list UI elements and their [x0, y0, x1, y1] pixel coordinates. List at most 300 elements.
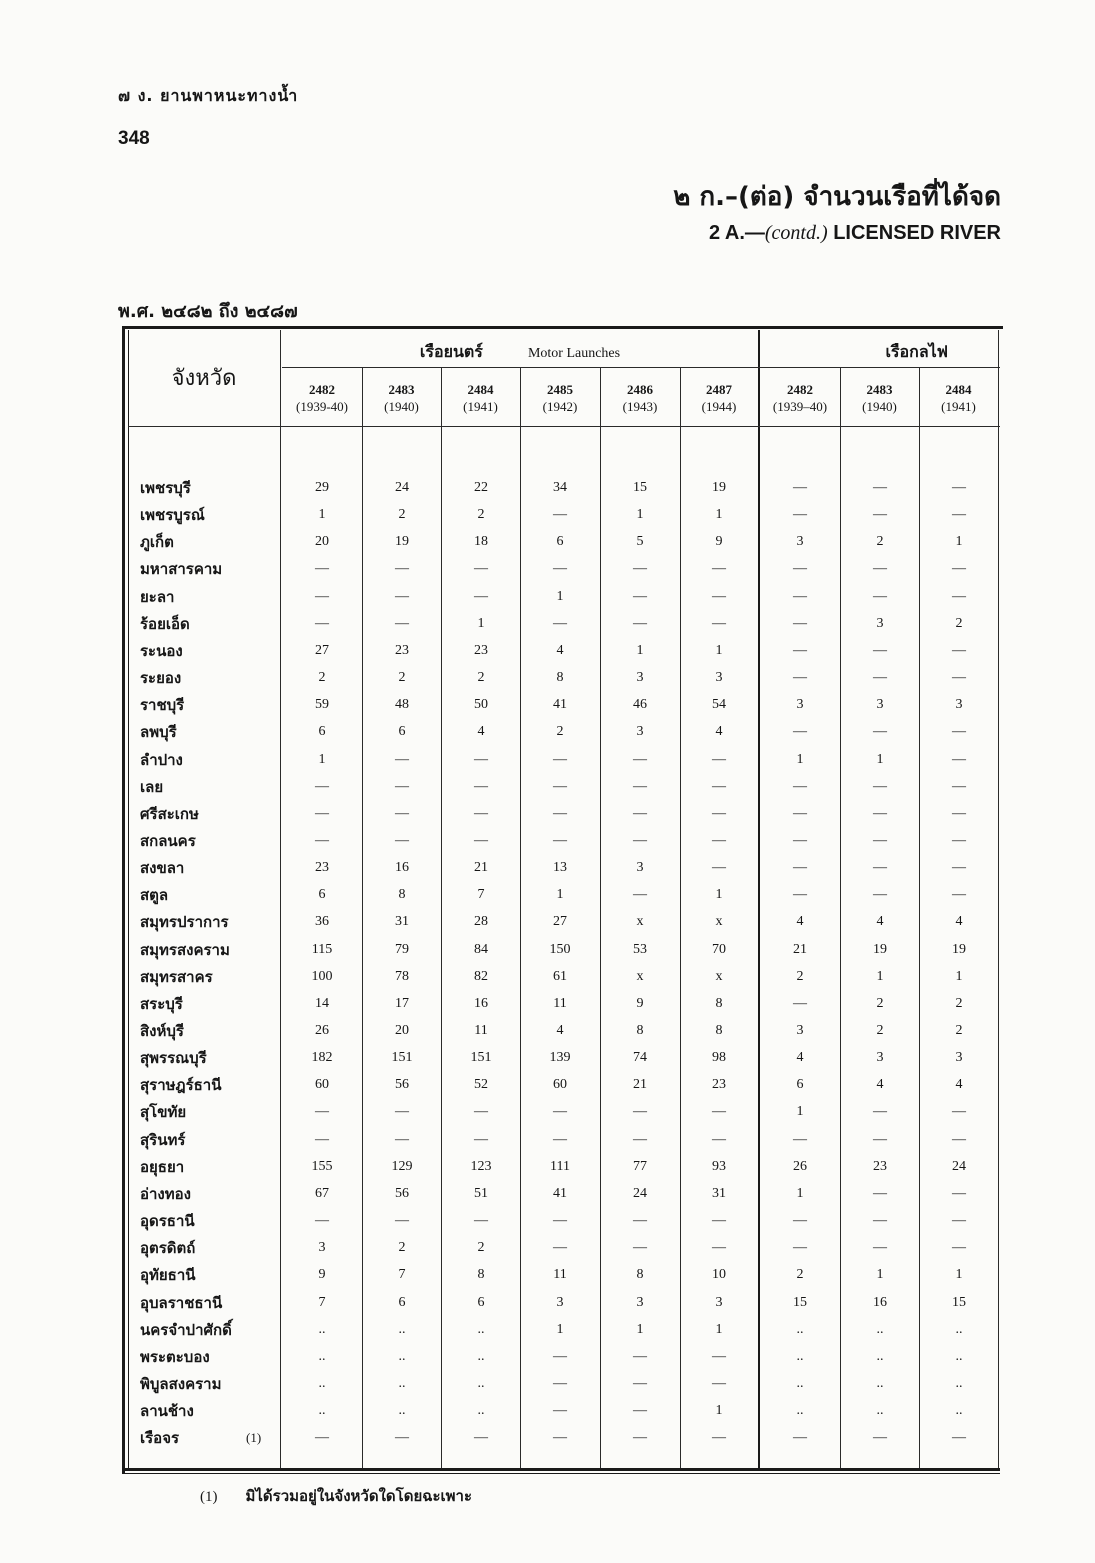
- table-bottom-rule-thin: [122, 1473, 1000, 1474]
- table-cell: —: [633, 806, 647, 821]
- group-header-motor-launches: [282, 340, 758, 365]
- group-separator-rule: [758, 330, 760, 1468]
- table-cell: —: [873, 1186, 887, 1201]
- table-cell: —: [633, 1403, 647, 1418]
- province-name: อุบลราชธานี: [140, 1294, 223, 1312]
- table-cell: 21: [793, 942, 807, 957]
- table-cell: 2: [796, 1267, 804, 1282]
- table-cell: 3: [636, 860, 644, 875]
- table-cell: —: [474, 833, 488, 848]
- table-cell: —: [553, 1430, 567, 1445]
- table-title-english: [709, 222, 1001, 245]
- table-cell: 1: [636, 1322, 644, 1337]
- table-cell: —: [793, 833, 807, 848]
- column-year-span: (1943): [622, 399, 658, 414]
- column-year-span: (1941): [463, 399, 498, 414]
- province-name: สมุทรปราการ: [140, 913, 229, 931]
- title-en-suffix: LICENSED RIVER: [827, 222, 1001, 244]
- column-rule: [280, 330, 281, 1468]
- table-cell: —: [873, 779, 887, 794]
- table-cell: 17: [395, 996, 409, 1011]
- table-cell: 3: [715, 670, 723, 685]
- column-year-span: (1940): [862, 399, 897, 414]
- table-cell: —: [474, 752, 488, 767]
- table-left-inner-rule: [128, 330, 129, 1468]
- table-cell: —: [633, 833, 647, 848]
- province-name: สระบุรี: [140, 995, 183, 1013]
- province-name: ยะลา: [140, 588, 175, 606]
- table-cell: —: [793, 561, 807, 576]
- table-cell: 3: [556, 1295, 564, 1310]
- table-cell: 48: [395, 697, 409, 712]
- table-cell: —: [793, 616, 807, 631]
- province-name: สมุทรสงคราม: [140, 941, 230, 959]
- column-rule: [600, 368, 601, 1468]
- table-cell: x: [715, 969, 723, 984]
- table-cell: —: [553, 561, 567, 576]
- table-cell: —: [793, 887, 807, 902]
- table-cell: 41: [553, 697, 567, 712]
- province-name: สิงห์บุรี: [140, 1022, 184, 1040]
- table-cell: ..: [955, 1376, 963, 1391]
- table-cell: —: [793, 996, 807, 1011]
- table-cell: —: [474, 1213, 488, 1228]
- table-cell: —: [712, 561, 726, 576]
- table-cell: —: [395, 1213, 409, 1228]
- table-cell: —: [474, 1132, 488, 1147]
- table-cell: —: [712, 1213, 726, 1228]
- column-year: 2486: [627, 382, 653, 397]
- table-cell: —: [952, 670, 966, 685]
- table-cell: ..: [876, 1322, 884, 1337]
- table-cell: —: [873, 643, 887, 658]
- table-cell: 3: [796, 697, 804, 712]
- column-year: 2483: [388, 382, 415, 397]
- column-year-span: (1939-40): [296, 399, 348, 414]
- province-name: สตูล: [140, 886, 169, 904]
- province-name: เรือจร: [140, 1429, 180, 1447]
- table-cell: 23: [873, 1159, 887, 1174]
- column-year-span: (1939–40): [772, 399, 828, 414]
- table-cell: —: [793, 643, 807, 658]
- table-cell: —: [712, 1132, 726, 1147]
- column-year: 2487: [706, 382, 732, 397]
- table-cell: ..: [318, 1403, 326, 1418]
- table-cell: 1: [715, 507, 723, 522]
- table-cell: 16: [873, 1295, 887, 1310]
- title-en-prefix: 2 A.—: [708, 222, 765, 244]
- column-rule: [840, 368, 841, 1468]
- table-cell: x: [636, 914, 644, 929]
- table-cell: 123: [470, 1159, 492, 1174]
- table-cell: —: [315, 616, 329, 631]
- table-cell: 115: [311, 942, 333, 957]
- province-name: อยุธยา: [140, 1158, 185, 1176]
- column-header-year: [282, 381, 362, 415]
- table-cell: ..: [318, 1349, 326, 1364]
- table-cell: —: [712, 806, 726, 821]
- table-cell: 15: [633, 480, 647, 495]
- table-cell: —: [952, 561, 966, 576]
- province-name: ร้อยเอ็ด: [140, 615, 190, 633]
- table-cell: —: [395, 1104, 409, 1119]
- table-cell: —: [315, 1213, 329, 1228]
- table-cell: 9: [636, 996, 644, 1011]
- table-cell: 8: [715, 1023, 723, 1038]
- province-name: สุรินทร์: [140, 1131, 186, 1149]
- column-year: 2483: [866, 382, 893, 397]
- table-cell: —: [952, 724, 966, 739]
- table-cell: —: [633, 887, 647, 902]
- table-cell: ..: [398, 1376, 406, 1391]
- table-cell: 78: [395, 969, 409, 984]
- table-cell: —: [395, 1132, 409, 1147]
- table-cell: —: [952, 752, 966, 767]
- province-name: สงขลา: [140, 859, 185, 877]
- column-year: 2482: [787, 382, 813, 397]
- province-name: ศรีสะเกษ: [140, 805, 199, 823]
- table-cell: ..: [796, 1403, 804, 1418]
- table-cell: —: [712, 860, 726, 875]
- table-cell: ..: [876, 1349, 884, 1364]
- table-cell: 1: [318, 752, 326, 767]
- table-cell: —: [952, 507, 966, 522]
- table-cell: 2: [876, 996, 884, 1011]
- table-cell: 70: [712, 942, 726, 957]
- table-cell: —: [712, 1240, 726, 1255]
- column-rule: [520, 368, 521, 1468]
- table-cell: —: [873, 1213, 887, 1228]
- table-cell: 19: [395, 534, 409, 549]
- table-cell: —: [793, 480, 807, 495]
- table-cell: —: [873, 1132, 887, 1147]
- table-cell: 8: [398, 887, 406, 902]
- title-en-contd: (contd.): [764, 222, 828, 244]
- table-title-thai: ๒ ก.–(ต่อ) จำนวนเรือที่ได้จด: [673, 182, 1001, 212]
- table-cell: 4: [556, 1023, 564, 1038]
- table-cell: 3: [955, 697, 963, 712]
- table-cell: —: [633, 752, 647, 767]
- table-cell: 23: [474, 643, 488, 658]
- column-year-span: (1941): [941, 399, 976, 414]
- table-cell: —: [633, 1132, 647, 1147]
- table-cell: 4: [477, 724, 485, 739]
- table-cell: 2: [955, 1023, 963, 1038]
- column-year: 2484: [945, 382, 972, 397]
- column-year: 2484: [467, 382, 494, 397]
- table-cell: 60: [315, 1077, 329, 1092]
- table-cell: 7: [318, 1295, 326, 1310]
- table-cell: 2: [398, 1240, 406, 1255]
- table-cell: —: [474, 779, 488, 794]
- column-year: 2485: [547, 382, 573, 397]
- table-cell: ..: [796, 1376, 804, 1391]
- footnote-marker: (1): [200, 1489, 218, 1505]
- table-cell: —: [395, 833, 409, 848]
- column-rule: [362, 368, 363, 1468]
- table-cell: —: [952, 1213, 966, 1228]
- table-cell: 51: [474, 1186, 488, 1201]
- table-cell: —: [395, 561, 409, 576]
- table-cell: —: [712, 752, 726, 767]
- table-cell: 4: [876, 914, 884, 929]
- table-cell: —: [553, 806, 567, 821]
- table-cell: 19: [712, 480, 726, 495]
- table-cell: —: [315, 779, 329, 794]
- table-cell: 7: [398, 1267, 406, 1282]
- column-header-year: [362, 381, 441, 415]
- table-cell: 20: [395, 1023, 409, 1038]
- table-cell: 53: [633, 942, 647, 957]
- column-year-span: (1940): [384, 399, 419, 414]
- column-rule: [441, 368, 442, 1468]
- table-cell: 31: [395, 914, 409, 929]
- table-cell: 41: [553, 1186, 567, 1201]
- province-name: มหาสารคาม: [140, 560, 223, 578]
- table-cell: —: [474, 806, 488, 821]
- table-cell: —: [395, 752, 409, 767]
- table-cell: —: [952, 643, 966, 658]
- table-cell: —: [633, 1104, 647, 1119]
- table-cell: 15: [952, 1295, 966, 1310]
- table-cell: —: [793, 724, 807, 739]
- province-name: ระนอง: [140, 642, 183, 660]
- table-cell: 1: [556, 589, 564, 604]
- table-cell: —: [315, 1430, 329, 1445]
- footnote: [200, 1484, 472, 1508]
- group-motor-english: Motor Launches: [527, 346, 621, 361]
- table-cell: 1: [876, 969, 884, 984]
- table-cell: —: [793, 860, 807, 875]
- table-cell: —: [712, 833, 726, 848]
- table-cell: 93: [712, 1159, 726, 1174]
- province-name: เลย: [140, 778, 164, 796]
- table-cell: 1: [556, 1322, 564, 1337]
- table-cell: 1: [715, 1322, 723, 1337]
- table-cell: 3: [955, 1050, 963, 1065]
- table-cell: 84: [474, 942, 488, 957]
- table-cell: 2: [556, 724, 564, 739]
- table-cell: —: [793, 1213, 807, 1228]
- table-cell: —: [873, 860, 887, 875]
- table-cell: —: [553, 752, 567, 767]
- province-name: ลานช้าง: [140, 1402, 194, 1420]
- column-year-span: (1944): [701, 399, 737, 414]
- table-cell: 1: [955, 534, 963, 549]
- table-cell: ..: [398, 1349, 406, 1364]
- table-cell: —: [474, 1104, 488, 1119]
- table-cell: —: [873, 1104, 887, 1119]
- table-cell: 100: [311, 969, 333, 984]
- table-cell: 3: [796, 1023, 804, 1038]
- table-cell: 3: [876, 1050, 884, 1065]
- column-header-year: [919, 381, 998, 415]
- table-cell: —: [633, 561, 647, 576]
- table-cell: —: [474, 589, 488, 604]
- table-cell: —: [952, 589, 966, 604]
- table-cell: —: [952, 1186, 966, 1201]
- table-bottom-rule: [122, 1468, 1000, 1471]
- table-cell: —: [952, 1240, 966, 1255]
- table-cell: 2: [955, 996, 963, 1011]
- table-cell: —: [553, 1403, 567, 1418]
- table-cell: 8: [477, 1267, 485, 1282]
- province-name: พิบูลสงคราม: [140, 1375, 222, 1393]
- table-cell: ..: [955, 1403, 963, 1418]
- period-label: พ.ศ. ๒๔๘๒ ถึง ๒๔๘๗: [118, 301, 298, 322]
- table-cell: 4: [796, 1050, 804, 1065]
- table-cell: 4: [955, 914, 963, 929]
- header-bottom-rule: [128, 426, 1000, 427]
- table-cell: ..: [955, 1349, 963, 1364]
- table-cell: —: [873, 670, 887, 685]
- running-head: ๗ ง. ยานพาหนะทางน้ำ: [118, 86, 299, 105]
- table-cell: —: [395, 589, 409, 604]
- table-cell: 27: [315, 643, 329, 658]
- table-cell: 10: [712, 1267, 726, 1282]
- table-cell: x: [715, 914, 723, 929]
- table-cell: —: [633, 589, 647, 604]
- table-cell: 54: [712, 697, 726, 712]
- table-cell: 36: [315, 914, 329, 929]
- province-name: นครจำปาศักดิ์: [140, 1321, 232, 1339]
- table-cell: 129: [391, 1159, 413, 1174]
- table-cell: 1: [477, 616, 485, 631]
- table-cell: —: [793, 507, 807, 522]
- table-cell: 79: [395, 942, 409, 957]
- table-cell: ..: [318, 1376, 326, 1391]
- column-header-year: [840, 381, 919, 415]
- table-cell: ..: [876, 1403, 884, 1418]
- table-cell: 2: [477, 507, 485, 522]
- table-cell: 13: [553, 860, 567, 875]
- table-cell: 24: [952, 1159, 966, 1174]
- group-steam-thai: เรือกลไฟ: [885, 342, 948, 361]
- province-name: อุตรดิตถ์: [140, 1239, 196, 1257]
- table-cell: ..: [477, 1403, 485, 1418]
- table-cell: 31: [712, 1186, 726, 1201]
- table-cell: —: [873, 1240, 887, 1255]
- table-cell: —: [633, 616, 647, 631]
- table-cell: 4: [876, 1077, 884, 1092]
- table-cell: —: [474, 561, 488, 576]
- table-cell: —: [315, 833, 329, 848]
- table-cell: —: [395, 779, 409, 794]
- table-cell: 151: [470, 1050, 492, 1065]
- table-cell: 1: [876, 752, 884, 767]
- table-cell: 19: [873, 942, 887, 957]
- table-cell: 11: [474, 1023, 488, 1038]
- table-cell: 1: [636, 643, 644, 658]
- table-cell: —: [553, 507, 567, 522]
- table-cell: ..: [796, 1322, 804, 1337]
- table-cell: —: [712, 616, 726, 631]
- table-cell: ..: [398, 1403, 406, 1418]
- table-cell: 9: [715, 534, 723, 549]
- table-cell: —: [952, 806, 966, 821]
- table-cell: 2: [876, 534, 884, 549]
- table-cell: —: [315, 1132, 329, 1147]
- table-cell: 2: [477, 1240, 485, 1255]
- table-cell: —: [315, 806, 329, 821]
- table-cell: —: [553, 833, 567, 848]
- table-cell: ..: [796, 1349, 804, 1364]
- province-name: อุดรธานี: [140, 1212, 195, 1230]
- province-name: ราชบุรี: [140, 696, 185, 714]
- table-cell: 150: [549, 942, 571, 957]
- table-cell: 82: [474, 969, 488, 984]
- province-name: อ่างทอง: [140, 1185, 191, 1203]
- province-name: สุโขทัย: [140, 1103, 187, 1121]
- table-cell: 21: [474, 860, 488, 875]
- table-cell: 3: [876, 616, 884, 631]
- table-cell: ..: [318, 1322, 326, 1337]
- table-cell: 1: [955, 969, 963, 984]
- table-cell: —: [793, 670, 807, 685]
- table-cell: ..: [876, 1376, 884, 1391]
- table-cell: 1: [715, 887, 723, 902]
- table-cell: —: [474, 1430, 488, 1445]
- table-cell: —: [952, 779, 966, 794]
- province-name: เพชรบูรณ์: [140, 506, 205, 524]
- column-header-year: [600, 381, 680, 415]
- group-motor-thai: เรือยนตร์: [419, 342, 483, 361]
- table-cell: —: [553, 1213, 567, 1228]
- table-cell: —: [793, 589, 807, 604]
- table-cell: —: [952, 887, 966, 902]
- table-cell: 8: [636, 1267, 644, 1282]
- table-cell: 139: [549, 1050, 571, 1065]
- table-cell: —: [873, 1430, 887, 1445]
- table-cell: —: [395, 1430, 409, 1445]
- table-cell: 27: [553, 914, 567, 929]
- column-header-year: [520, 381, 600, 415]
- column-year-span: (1942): [542, 399, 578, 414]
- table-cell: 1: [955, 1267, 963, 1282]
- table-cell: —: [873, 833, 887, 848]
- table-cell: 26: [793, 1159, 807, 1174]
- table-cell: 6: [477, 1295, 485, 1310]
- table-cell: —: [873, 561, 887, 576]
- table-cell: 2: [398, 670, 406, 685]
- province-name: ลำปาง: [140, 751, 183, 769]
- table-cell: 21: [633, 1077, 647, 1092]
- table-cell: 46: [633, 697, 647, 712]
- table-cell: 3: [715, 1295, 723, 1310]
- table-cell: 3: [636, 670, 644, 685]
- table-cell: 7: [477, 887, 485, 902]
- province-name: สกลนคร: [140, 832, 196, 850]
- table-cell: —: [315, 561, 329, 576]
- table-cell: 151: [391, 1050, 413, 1065]
- table-cell: —: [952, 1430, 966, 1445]
- table-cell: 1: [796, 1104, 804, 1119]
- table-cell: —: [793, 779, 807, 794]
- table-cell: 29: [315, 480, 329, 495]
- table-cell: 1: [876, 1267, 884, 1282]
- table-cell: 4: [556, 643, 564, 658]
- table-cell: —: [952, 480, 966, 495]
- table-cell: 1: [796, 752, 804, 767]
- table-cell: 8: [556, 670, 564, 685]
- table-cell: —: [793, 1240, 807, 1255]
- table-cell: —: [712, 1376, 726, 1391]
- table-cell: ..: [955, 1322, 963, 1337]
- table-cell: x: [636, 969, 644, 984]
- table-cell: ..: [398, 1322, 406, 1337]
- table-cell: 1: [796, 1186, 804, 1201]
- table-cell: 22: [474, 480, 488, 495]
